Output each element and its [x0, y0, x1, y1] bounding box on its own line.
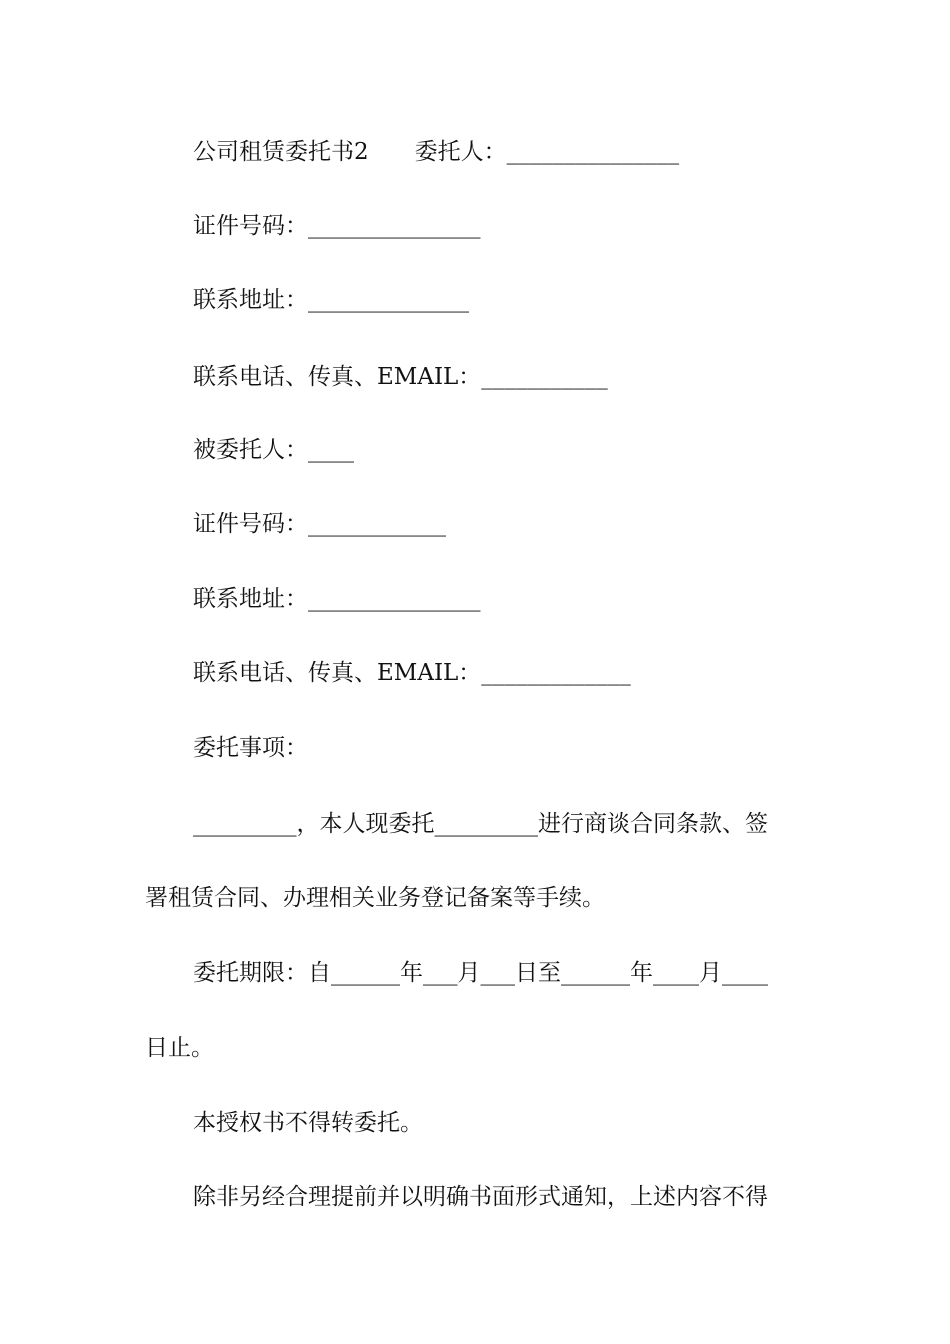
agent-address: 联系地址：_______________: [193, 586, 481, 612]
agent-contact: 联系电话、传真、EMAIL：_____________: [193, 660, 631, 686]
no-sub-delegation: 本授权书不得转委托。: [193, 1110, 423, 1136]
principal-contact: 联系电话、传真、EMAIL：___________: [193, 364, 608, 390]
entrusted-matters-line-2: 署租赁合同、办理相关业务登记备案等手续。: [145, 885, 605, 911]
principal-address: 联系地址：______________: [193, 287, 469, 313]
principal-id-number: 证件号码：_______________: [193, 213, 481, 239]
entrustment-period-line-1: 委托期限：自______年___月___日至______年____月____: [193, 960, 768, 986]
notice-clause: 除非另经合理提前并以明确书面形式通知，上述内容不得: [193, 1184, 768, 1210]
doc-title-and-principal: 公司租赁委托书2 委托人：_______________: [193, 139, 680, 165]
agent-name: 被委托人：____: [193, 437, 354, 463]
entrustment-period-line-2: 日止。: [145, 1035, 214, 1061]
entrusted-matters-label: 委托事项：: [193, 735, 308, 761]
agent-id-number: 证件号码：____________: [193, 511, 446, 537]
entrusted-matters-line-1: _________，本人现委托_________进行商谈合同条款、签: [193, 811, 768, 837]
